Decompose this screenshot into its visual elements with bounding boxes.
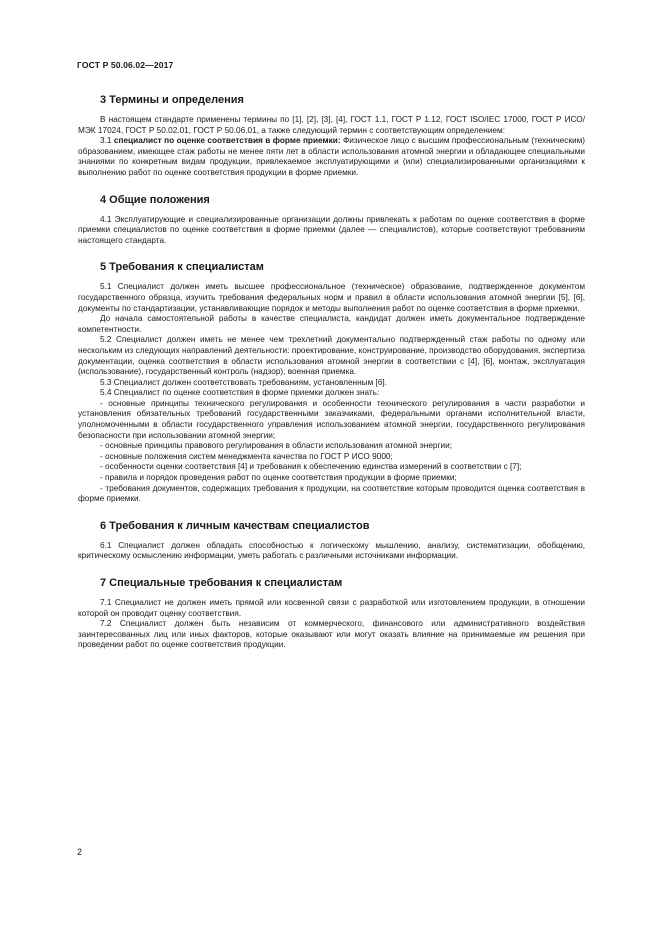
term-name: специалист по оценке соответствия в форме приемки:: [113, 136, 341, 146]
section-personal-qualities: [78, 520, 585, 562]
paragraph: 5.4 Специалист по оценке соответствия в форме приемки должен знать:: [100, 388, 380, 398]
list-item: - требования документов, содержащих требования к продукции, на соответствие которым проводится оценка соответствия в форме приемки.: [78, 483, 585, 504]
paragraph: 5.1 Специалист должен иметь высшее профессиональное (техническое) образование, подтвержденное документом государственного образца, изучить требования федеральных норм и правил в области использования атомной энергии [5], [6], документы по стандартизации, устанавливающие порядок и методы выполнения работ по оценке соответствия в форме приемки.: [78, 282, 585, 313]
list-item: - основные положения систем менеджмента качества по ГОСТ Р ИСО 9000;: [100, 451, 393, 461]
list-item: - особенности оценки соответствия [4] и требования к обеспечению единства измерений в соответствии с [7];: [100, 462, 522, 472]
term-text: Физическое лицо с высшим профессиональным (техническим) образованием, имеющее стаж работы не менее пяти лет в области использования атомной энергии и обладающее специальными знаниями по конкретным видам продукции, привлекаемое эксплуатирующими и (или) специализированными организациями к выполнению работ по оценке соответствия продукции в форме приемки.: [78, 136, 585, 177]
section-requirements: [78, 261, 585, 504]
list-item: - основные принципы правового регулирования в области использования атомной энергии;: [100, 441, 453, 451]
paragraph: 7.1 Специалист не должен иметь прямой или косвенной связи с разработкой или изготовлением продукции, в отношении которой он проводит оценку соответствия.: [78, 598, 585, 618]
section-general: [78, 194, 585, 247]
list-item: - правила и порядок проведения работ по оценке соответствия продукции в форме приемки;: [100, 473, 457, 483]
term-number: 3.1: [100, 136, 114, 146]
paragraph: До начала самостоятельной работы в качестве специалиста, кандидат должен иметь документальное подтверждение компетентности.: [78, 314, 585, 334]
section-title: 6 Требования к личным качествам специалистов: [100, 519, 370, 532]
page-number: 2: [77, 847, 83, 857]
paragraph: 5.2 Специалист должен иметь не менее чем трехлетний документально подтвержденный стаж работы по одному или нескольким из следующих направлений деятельности: проектирование, конструирование, производство оборудования, экспертиза документации, оценка соответствия в области использования атомной энергии в соответствии с [4], [6], монтаж, эксплуатация (использование), государственный контроль (надзор), военная приемка.: [78, 335, 585, 377]
term-definition: [78, 136, 585, 178]
document-body: [78, 94, 585, 666]
paragraph: 6.1 Специалист должен обладать способностью к логическому мышлению, анализу, систематизации, обобщению, критическому осмыслению информации, уметь работать с различными источниками информации.: [78, 540, 585, 561]
paragraph: 5.3 Специалист должен соответствовать требованиям, установленным [6].: [100, 377, 388, 387]
section-terms: [78, 94, 585, 179]
section-special-requirements: [78, 577, 585, 651]
paragraph: В настоящем стандарте применены термины по [1], [2], [3], [4], ГОСТ 1.1, ГОСТ Р 1.12, ГОСТ ISO/IEC 17000, ГОСТ Р ИСО/МЭК 17024, ГОСТ Р 50.02.01, ГОСТ Р 50.06.01, а также следующий термин с соответствующим определением:: [78, 115, 585, 135]
paragraph: 7.2 Специалист должен быть независим от коммерческого, финансового или административного воздействия заинтересованных лиц или иных факторов, которые оказывают или могут оказать влияние на принимаемые им решения при проведении работ по оценке соответствия продукции.: [78, 619, 585, 650]
section-title: 3 Термины и определения: [100, 94, 244, 106]
section-title: 4 Общие положения: [100, 193, 210, 206]
paragraph: 4.1 Эксплуатирующие и специализированные организации должны привлекать к работам по оценке соответствия в форме приемки специалистов по оценке соответствия в форме приемки (далее — специалистов), которые соответствуют требованиям настоящего стандарта.: [78, 214, 585, 245]
list-item: - основные принципы технического регулирования и особенности технического регулирования в части разработки и установления обязательных требований государственными заказчиками, федеральными органами исполнительной власти, уполномоченными в области государственного управления использованием атомной энергии, государственного регулирования безопасности при использовании атомной энергии;: [78, 398, 585, 440]
document-header: ГОСТ Р 50.06.02—2017: [77, 60, 174, 70]
section-title: 5 Требования к специалистам: [100, 261, 264, 274]
section-title: 7 Специальные требования к специалистам: [100, 577, 343, 589]
